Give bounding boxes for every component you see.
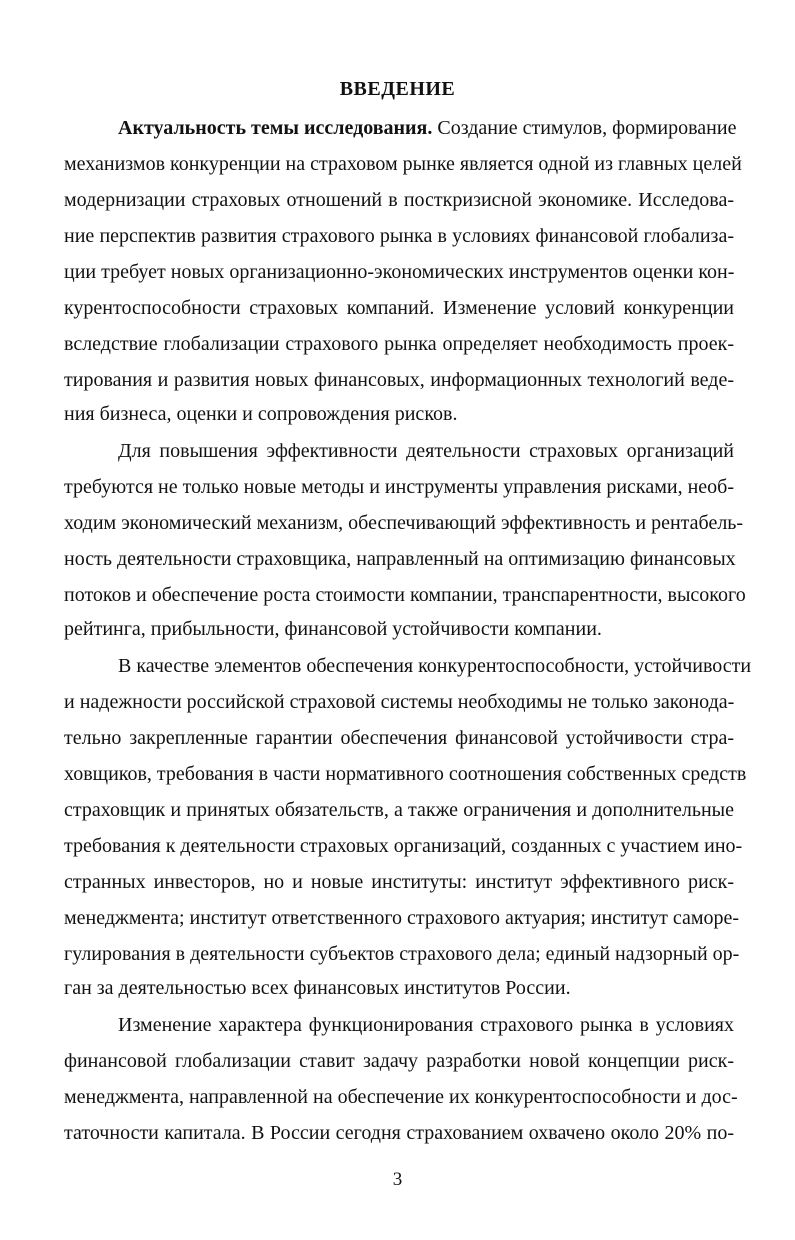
paragraph-1-line-2: механизмов конкуренции на страховом рынке является одной из главных целей bbox=[64, 153, 742, 175]
paragraph-3-line-4: ховщиков, требования в части нормативного соотношения собственных средств bbox=[64, 763, 747, 785]
paragraph-2-line-2: требуются не только новые методы и инструменты управления рисками, необ- bbox=[64, 476, 734, 498]
page-number: 3 bbox=[392, 1169, 403, 1190]
paragraph-3-line-2: и надежности российской страховой системы необходимы не только законода- bbox=[64, 691, 735, 713]
paragraph-2-line-1: Для повышения эффективности деятельности страховых организаций bbox=[118, 440, 734, 462]
paragraph-1-line-4: ние перспектив развития страхового рынка в условиях финансовой глобализа- bbox=[64, 225, 734, 247]
section-heading: ВВЕДЕНИЕ bbox=[339, 78, 456, 100]
paragraph-1-line-3: модернизации страховых отношений в посткризисной экономике. Исследова- bbox=[64, 189, 734, 211]
paragraph-2-line-5: потоков и обеспечение роста стоимости компании, транспарентности, высокого bbox=[64, 584, 746, 606]
paragraph-3-line-9: гулирования в деятельности субъектов страхового дела; единый надзорный ор- bbox=[64, 943, 740, 965]
paragraph-4-line-4: таточности капитала. В России сегодня страхованием охвачено около 20% по- bbox=[64, 1122, 734, 1144]
paragraph-1-line-5: ции требует новых организационно-экономических инструментов оценки кон- bbox=[64, 261, 735, 283]
paragraph-2-line-4: ность деятельности страховщика, направленный на оптимизацию финансовых bbox=[64, 548, 736, 570]
paragraph-3-line-1: В качестве элементов обеспечения конкурентоспособности, устойчивости bbox=[118, 655, 752, 677]
paragraph-1-line-6: курентоспособности страховых компаний. Изменение условий конкуренции bbox=[64, 297, 734, 319]
paragraph-4-line-3: менеджмента, направленной на обеспечение их конкурентоспособности и дос- bbox=[64, 1086, 738, 1108]
paragraph-4-line-2: финансовой глобализации ставит задачу разработки новой концепции риск- bbox=[64, 1050, 734, 1072]
paragraph-3-line-10: ган за деятельностью всех финансовых институтов России. bbox=[64, 977, 571, 999]
paragraph-3-line-3: тельно закрепленные гарантии обеспечения финансовой устойчивости стра- bbox=[64, 727, 734, 749]
paragraph-2-line-3: ходим экономический механизм, обеспечивающий эффективность и рентабель- bbox=[64, 512, 744, 534]
paragraph-1-line-1: Актуальность темы исследования. Создание стимулов, формирование bbox=[118, 117, 737, 139]
paragraph-1-line-7: вследствие глобализации страхового рынка определяет необходимость проек- bbox=[64, 333, 734, 355]
paragraph-2-line-6: рейтинга, прибыльности, финансовой устойчивости компании. bbox=[64, 618, 602, 640]
paragraph-3-line-5: страховщик и принятых обязательств, а также ограничения и дополнительные bbox=[64, 799, 734, 821]
paragraph-3-line-8: менеджмента; институт ответственного страхового актуария; институт саморе- bbox=[64, 907, 740, 929]
paragraph-3-line-6: требования к деятельности страховых организаций, созданных с участием ино- bbox=[64, 835, 743, 857]
paragraph-4-line-1: Изменение характера функционирования страхового рынка в условиях bbox=[118, 1014, 734, 1036]
paragraph-3-line-7: странных инвесторов, но и новые институты: институт эффективного риск- bbox=[64, 871, 734, 893]
paragraph-1-line-9: ния бизнеса, оценки и сопровождения рисков. bbox=[64, 403, 458, 425]
paragraph-1-line-8: тирования и развития новых финансовых, информационных технологий веде- bbox=[64, 369, 734, 391]
lead-phrase: Актуальность темы исследования. bbox=[118, 117, 433, 139]
